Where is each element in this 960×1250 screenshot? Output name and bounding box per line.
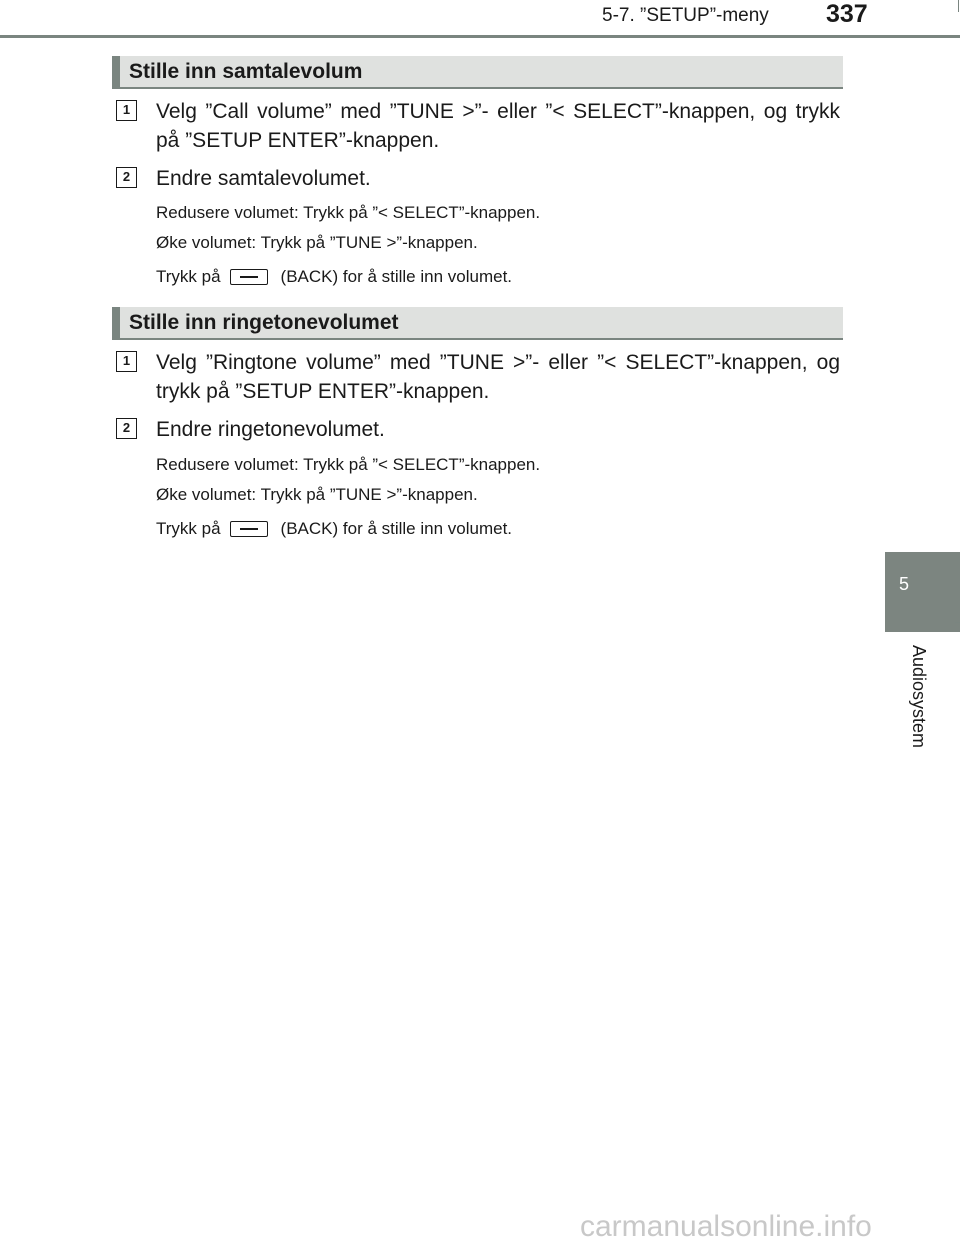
header-tick [958,0,959,12]
chapter-title: 5-7. ”SETUP”-meny [602,5,769,26]
step-text: Endre samtalevolumet. [156,167,371,190]
note-back-suffix: (BACK) for å stille inn volumet. [280,267,513,286]
side-tab-number: 5 [898,574,909,594]
note-increase-volume: Øke volumet: Trykk på ”TUNE >”-knappen. [156,233,478,252]
header-rule [0,35,960,38]
note-back [156,267,512,287]
back-button-icon [230,269,268,285]
note-decrease-volume: Redusere volumet: Trykk på ”< SELECT”-knappen. [156,455,541,474]
watermark: carmanualsonline.info [580,1210,872,1243]
section-title: Stille inn ringetonevolumet [129,311,399,334]
note-increase-volume: Øke volumet: Trykk på ”TUNE >”-knappen. [156,485,478,504]
section-banner-bar [112,56,120,87]
note-back-suffix: (BACK) for å stille inn volumet. [280,519,513,538]
step-text: Velg ”Ringtone volume” med ”TUNE >”- eller ”< SELECT”-knappen, og trykk på ”SETUP ENTER”-knappen. [156,351,840,403]
section-title: Stille inn samtalevolum [129,60,363,83]
side-tab-tick [955,622,960,623]
step-text: Endre ringetonevolumet. [156,418,385,441]
note-decrease-volume: Redusere volumet: Trykk på ”< SELECT”-knappen. [156,203,541,222]
section-banner-bar [112,307,120,338]
step-number-badge: 1 [116,100,137,121]
note-back-prefix: Trykk på [156,267,221,286]
note-back [156,519,512,539]
step-text: Velg ”Call volume” med ”TUNE >”- eller ”< SELECT”-knappen, og trykk på ”SETUP ENTER”-knappen. [156,100,840,152]
section-banner-ringtone-volume [112,307,843,340]
side-tab-label: Audiosystem [909,645,929,749]
page-number: 337 [826,0,868,28]
step-number-badge: 2 [116,167,137,188]
step-number-badge: 1 [116,351,137,372]
back-button-icon [230,521,268,537]
step-number-badge: 2 [116,418,137,439]
note-back-prefix: Trykk på [156,519,221,538]
section-banner-call-volume [112,56,843,89]
